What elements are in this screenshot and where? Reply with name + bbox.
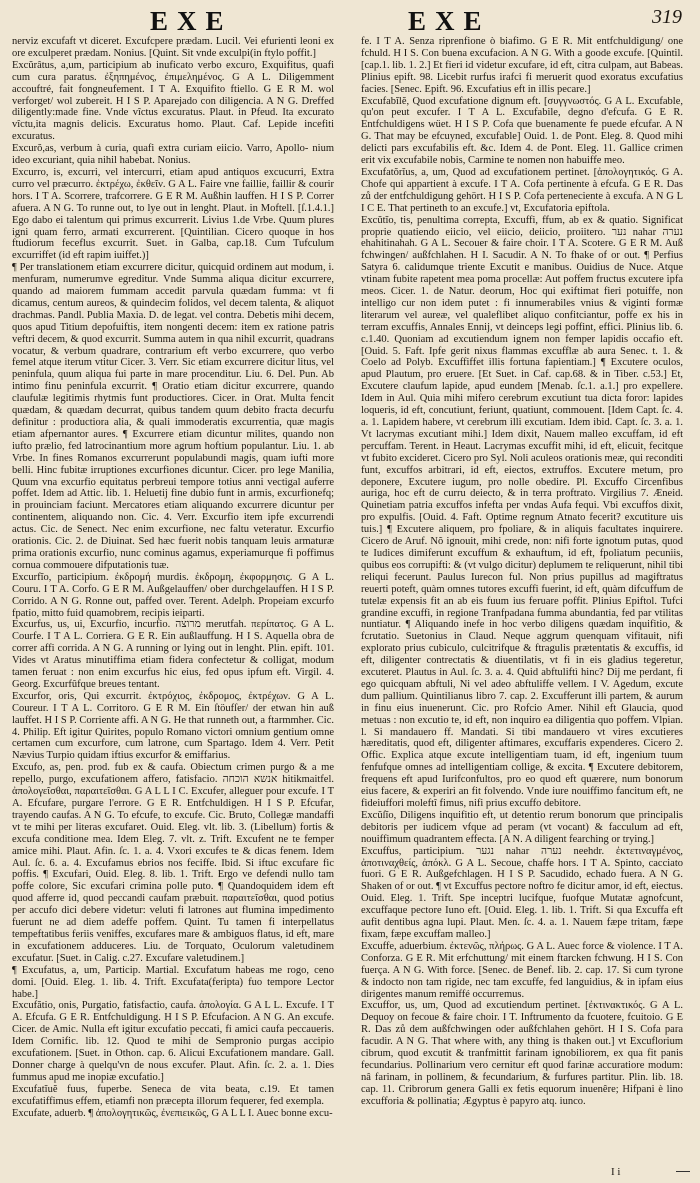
- right-column-entry: Excufatŏrĭus, a, um, Quod ad excufationem pertinet. [ἀπολογητικός. G A. Chofe qui appartient à excufe. I T A. Cofa pertinente à efcufa. G E R. Das zů der entfchuldigung gehört. H I S P. Cofa perteneciente à excufa. A N G L I C E. That pertineth to an excufe.] vt, Excufatoria epiftola.: [361, 166, 683, 214]
- left-column-entry: Excufatĭuĕ fuus, fuperbe. Seneca de vita beata, c.19. Et tamen excufatiffimus effem, etiamfi non præcepta illorum fequerer, fed exempla.: [12, 1083, 334, 1107]
- catchword-rule: [676, 1171, 690, 1172]
- running-head-right: EXE: [408, 6, 491, 36]
- left-column: [12, 36, 334, 1176]
- left-column-entry: Excufate, aduerb. ¶ ἀπολογητικῶς, ἐνεπιεικῶς, G A L L I. Auec bonne excu-: [12, 1107, 333, 1119]
- left-column-entry: Excurfĭo, participium. ἐκδρομή murdis. ἐκδρομη, ἐκφορμησις. G A L. Couru. I T A. Corfo. G E R M. Außgelauffen/ ober durchgelauffen. H I S P. Corrido. A N G. Ronne out, paffed over. Terent. Adelph. Propeiam excurfo fpatio, mitto fuid quamobrem, recipis ieiparti.: [12, 571, 334, 619]
- right-column-entry: Excufabĭlĕ, Quod excufatione dignum eft. [συγγνωστός. G A L. Excufable, qu'on peut excufer. I T A L. Excufabile, degno d'efcufa. G E R. Entfchuldigens wüet. H I S P. Cofa que buenamente fe puede efcufar. A N G. That may be efcuyned, excufable] Ouid. 1. de Pont. Eleg. 8. Quod mihi delicti pars excufabilis eft. &c. Idem 4. de Pont. Eleg. 11. Gallice crimen erit vix excufabile nobis, Carmine te nomen non habuiffe meo.: [361, 95, 683, 167]
- page-number: 319: [652, 6, 682, 28]
- right-column-entry: Excŭſĭo, Diligens inquifitio eft, ut detentio rerum bonorum que principalis debitoris per iudicem vfque ad peram (vt vocant) & facculum ad eft, nouiffimum quadrantem effecta. [A N. A diligent fearching or trying.]: [361, 809, 683, 845]
- right-column-entry: Excuffor, us, um, Quod ad excutiendum pertinet. [ἐκτινακτικός. G A L. Dequoy on fecoue & faire choir. I T. Inftrumento da fcuotere, fcuitoio. G E R. Das zů dem außfchwingen oder außfchlahen gehört. H I S. Cofa para facudir. A N G. That where with, any thing is thaken out.] vt Excuflorium cibrum, quod excutit & tranfmittit farinam ignobiliorem, ex qua fit panis fecundarius. Pollinarium vero cernitur eft quod farinæ accuratiore modum: nâ farinam, in pollinem, & fecundarium, & furfures partitur. Plin. lib. 18. cap. 11. Cribrorum genera Galli ex fetis equorum inuenêre; Hifpani è lino excufforia & pollinatia; Ægyptus è papyro atq. iunco.: [361, 1000, 683, 1107]
- left-column-entry: Excurfor, oris, Qui excurrit. ἐκτρόχιος, ἐκδρομος, ἐκτρέχων. G A L. Coureur. I T A L. Corritoro. G E R M. Ein ſtöufſer/ der etwan hin auß lauffet. H I S P. Corriente affi. A N G. He that runneth out, a ftarmmher. Cic. 4. Philip. Eft igitur Quirites, populo Romano victori omnium gentium omne certamen cum excurfore, cum latrone, cum Spartago. Idem 4. Verr. Petit Nævius Turpio quidam iftius excurfor & emiffarius.: [12, 690, 334, 762]
- left-column-entry: ¶ Per translationem etiam excurrere dicitur, quicquid ordinem aut modum, i. menfuram, numerumve egreditur. Vnde Summa aliqua dicitur excurrere, quando ad maiorem fummam accedit parvula quædam fumma: vt fi dicamus, centum aureos, & quindecim folidos, vel decem talenta, & aliquot drachmas. Pandl. Publia Maxia. D. de legat. vel contra. Debetis mihi decem, quos apud Titium depofuiftis, item nongenti decem: item ex ratione patris veftri decem, & quod excurrit. Summa autem in qua nihil excurrit, quadrans vocatur, & verbum quadrare, contrarium eft verbo excurrere, quo verbo femel atque iterum vtitur Cicer. 3. Verr. Sic etiam excurrere dicitur litus, vel peninfula, quum aliqua fui parte in mare procenditur. Liu. 6. Del. Pun. Ab intimo finu peninfula excurrit. ¶ Oratio etiam dicitur excurrere, quando claufulæ legitimis rhytmis funt productiores. Cicer. in Orat. Multa fencit quædam, & quædam decurrat, quibus tandem quum debito fracta decurfu definitur : productiora alia, & quali immoderatis excurrentia, quæ magis etiam afpernantor aures. ¶ Excurrere etiam dicuntur milites, quando non iufto prælio, fed latrocinantium more agrum hoftium populantur. Liu. 1. ab Vrbe. In fines Romanos excurrerunt populabundi magis, quam iufti more belli. Hinc fubitæ irruptiones excurfiones dicuntur. Cicer. pro lege Manilia, Quum vna excurfio equitatus perbreui tempore totius anni vectigal auferre poffet. Idem ad Attic. lib. 1. Heluetij fine dubio funt in armis, excurfionefq; in prouinciam faciunt. Mercatores etiam aliquando excurrere dicuntur per continentem, aliquando non. Cic. 4. Verr. Excurfio item ipfe excurrendi actus. Cic. de Senect. Nec enim excurfione, nec faltu veteratur. Excurfio orationis. Cic. 2. de Diuinat. Sed hæc fuerit nobis tanquam leuis armaturæ prima orationis excurfio, nunc cominus agamus, experiamurque fi poffimus cornua commouere difputationis tuæ.: [12, 262, 334, 571]
- right-column: [361, 36, 683, 1176]
- right-column-entry: fe. I T A. Senza riprenfione ò biafimo. G E R. Mit entfchuldigung/ one fchuld. H I S. Con buena excufacion. A N G. With a goode excufe. [Quintil. [cap.1. lib. 1. 2.] Et fieri id videtur excufare, id eft, citra culpam, aut Babeas. Plinius epift. 98. Licebit rurfus irafci fi meruerit quod exoratus excufatius facies. [Senec. Epift. 96. Excufatius eft in illis pecare.]: [361, 36, 683, 95]
- right-column-entry: Excuffus, participium. נגער nahar נערה neehdr. ἐκτετιναγμένος, ἀποτιναχθείς, ἀπόκλ. G A L. Secoue, chaffe hors. I T A. Spinto, cacciato fuori. G E R. Außgefchlagen. H I S P. Sacudido, echado fuera. A N G. Shaken of or out. ¶ vt Excuffus pectore noftro fe dicitur amor, id eft, eiectus. Ouid. Eleg. 1. Trift. Spe inceptri lucifque, fuofque Mutatæ agnofcunt, excuffaque pectore Iuno eft. [Ouid. Eleg. 1. lib. 1. Trift. Si qua Excuffa eft aufit dentibus agna lupi. Plaut. Men. ſc. 4. a. 1. Nauem fæpe tritam, fæpe fixam, fæpe excuffam malleo.]: [361, 845, 683, 940]
- left-column-entry: nerviz excufaft vt diceret. Excufcpere prædam. Lucil. Vei efurienti leoni ex ore exculperet prædam. Nonius. [Quint. Sit vnde exculpi(in ftylo poffit.]: [12, 36, 334, 59]
- running-head-left: EXE: [150, 6, 233, 36]
- left-column-entry: ¶ Excufatus, a, um, Particip. Martial. Excufatum habeas me rogo, ceno domi. [Ouid. Eleg. 1. lib. 4. Trift. Excufata(feripta) fuo tempore Lector habe.]: [12, 964, 334, 1000]
- right-column-entry: Excŭtĭo, tis, penultima correpta, Excuffi, ffum, ab ex & quatio. Significat proprie quatiendo eiicio, vel eiicio, deiicio, proiitero. נער nahar נערה ehahitinahah. G A L. Secouer & faire choir. I T A. Scotere. G E R M. Auß fchwingen/ außfchlahen. H I. Sacudir. A N. To fhake of or out. ¶ Perfius Satyra 6. calidumque triente Excutit e manibus. Ouidius de Nuce. Atque vtinam fubite rapetent mea poma procellæ: Aut poffem fructus excutere ipfa meos. Cicer. 1. de Natur. deorum, Hoc qui exiftimat fieri potuiffe, non intelligo cur non idem putet : fi innumerabiles vnius & viginti formæ literarum vel aureæ, vel qualeflibet aliquo confitciantur, poffe ex his in terram excuffis, Annales Ennij, vt deinceps legi poffint, effici. Plinius lib. 6. c.1.40. Quoniam ad excutiendum ignem non femper lapidis occafio eft. [Ouid. 5. Faft. Ipfe gerit nixus flammas excufflæ ab aura Senec. t. 1. & Coelo ad Polyb. Excuffiffet illis fortuna fapientiam.] ¶ Excutere oculos, apud Plautum, pro eruere. [Et Suet. in Caf. cap.68. & in Tiber. c.53.] Et, Excutere claufum lapide, apud eundem [Menab. ſc.1. a.1.] pro expellere. Idem in Aul. Quia mihi mifero cerebrum excutiunt tua dicta foror: lapides loqueris, id eft, concutiunt, feriunt, quatiunt, commouent. [Idem Capt. ſc. 4. a. 1. Lapidem habere, vt cerebrum illi excutiam. Idem ibid. Capt. ſc. 3. a. 1. Vt lacrymas excutiant mihi.] Idem dixit, Nauem malleo excuffam, id eft percuffam. Terent. in Heaut. Lacrymas excuffit mihi, id eft, elicuit, fecitque vt fubito excideret. Cicero pro Syl. Noli aculeos orationis meæ, qui reconditi funt, excuffos arbitrari, id eft, eiectos, extruffos. Excutere metum, pro deponere, Excutere iugum, pro nolle obedire. Pl. Excuffo Circenfibus auriga, hoc eft de curru deiecto, & in terra proftrato. Virgilius 7. Æneid. Quinetiam patria excuffos infefta per vndas Aufa fequi. Vbi excuffos dixit, pro expulfis. [Ouid. 4. Faft. Optime regnum Atnato fecerit? excutiture uis tuis.] ¶ Excutere aliquem, pro fpoliare, & in aliquis facultates inquirere. Cicero de Aruf. Nõ ignouit, mihi crede, non: nifi forte ignotum putas, quod te Iudices dimiferunt excuffum & exhauftum, id eft, fpoliatum pecuniis, quibus eos corrupifti: & (vt vulgo dicitur) deplumem te reliquerunt, nihil tibi reliqui fecerunt. Paulus Iurecon ful. Non prius pupillus ad magiftratus reuerti poteft, quàm omnes tutores excuffi fuerint, id eft, quàm difcuffum de tutelæ expensis fit an ab eis fuum ius feruare poffit. Plinius Epiftol. Tufci grandine excuffi, in regione Tranfpadana fumma abundantia, fed par vtilitas nuntiatur. ¶ Aliquando inefe in hoc verbo diligens quædam inquifitio, & fcrutatio. Suetonius in Claud. Neque aggrum quenquam vifitauit, nifi explorato prius cubiculo, culcitrifque & ftragulis prætentatis & excuffis, id eft, diligenter contrectatis & diuentilatis, vt fi in eis gladius tegeretur, excuteret. Plautus in Aul. ſc. 3. a. 4. Quid abftuliftì hinc? Dij me perdant, fi ego quicquam abftuli, Ni vel adeo abftuliffe vellem. I V. Agedum, excute dum pallium. Quintilianus libro 7. cap. 2. Excufferunt illi partem, & aurum in finu eius inuenerunt. Cic. pro Rofcio Amer. Nihil eft Glaucia, quod metuas : non excutio te, id eft, non inquiro ea diligentia quo poffem. Vlpian. l. Si mandauero ff. Mandati. Si tibi mandauero vt vires excutieres hæreditatis, quod eft, diligenter aftimares, excuffaris expenderes. Cicero 2. Offic. Explica atque excute intelligentiam tuam, id eft, ingenium tuum fenfufque omnes ad intelligentiam collige, & excita. ¶ Excutere debitorem, frequens eft apud Iurifconfultos, pro eo quod eft quærere, num bonorum eius facere, & experiri an fit folvendo. Vnde iure nouiffimo fancitum eft, ne fideiuffori moleftî fimus, nifi prius excuffo debitore.: [361, 214, 683, 809]
- left-column-entry: Excufo, as, pen. prod. fub ex & caufa. Obiectum crimen purgo & a me repello, purgo, excufationem affero, fatisfacio. אנשא הוכחה hitikmaitfel. ἀπολογεῖσθαι, παραιτεῖσθαι. G A L L I C. Excufer, alleguer pour excufe. I T A. Efcufare, purgare l'errore. G E R. Entfchuldigen. H I S P. Efcufar, trayendo caufas. A N G. To efcufe, to excufe. Cic. Bruto, Collegæ mandaffi vt te mihi per literas excufaret. Ouid. Eleg. vlt. lib. 3. (Libellum) fortis & excufa conditione mea. Idem Eleg. 7. vlt. z. Trift. Excufent ne te femper amice mihi. Plaut. Afin. ſc. 1. a. 4. Vxori excufes te & dicas fenem. Idem Aul. ſc. 6. a. 4. Excufamus ebrios nos feciffe. Ibid. Si iftuc excufare fic poffis. ¶ Excufari, Ouid. Eleg. 8. lib. 1. Trift. Ergo ve defendi nullo tam poffe colore, Sic excufari crimina polle puto. ¶ Quandoquidem idem eft quod afferre id, quod peccandi caufam præbuit. παραιτεῖσθαι, quod potius per accufo dici debere videtur: veluti fi latrones aut flumina impedimento fuerunt ne ad diem adeffe poffem. Quint. Tu tamen fi interpellatus tempeftatibus feriis veniffes, excufares mare & ambiguos flatus, id eft, mare in excufationem adduceres. Liu. de Torquato, Oculorum valetudinem excufatur. [Suet. in Calig. c.27. Excufare valetudinem.]: [12, 762, 334, 964]
- left-column-entry: Excurŏ,as, verbum à curia, quafi extra curiam eiicio. Varro, Apollo- nium ideo excuriant, quia nihil habebat. Nonius.: [12, 143, 334, 167]
- left-column-entry: Excurro, is, excurri, vel intercurri, etiam apud antiquos excucurri, Extra curro vel præcurro. ἐκτρέχω, ἐκθεῖν. G A L. Faire vne faillie, faillir & courir hors. I T A. Scorrere, trafcorrere. G E R M. Außhin lauffen. H I S P. Correr afuera. A N G. To runne out, to lye out in lenght. Plaut. in Moftell. [ſ.1.4.1.] Ego dabo ei talentum qui primus excurrerit. Livius 1.de Vrbe. Quum plures igni quam ferro, armati excurrerent. [Quintilian. Cicero quoque in hos ftudiorum feceflus excurrit. Suet. in Galba, cap.18. Cum Tufculum excurriffet (id eft rapim iuiffet.)]: [12, 166, 334, 262]
- right-column-entry: Excuffe, aduerbium. ἐκτενῶς, πλήρως. G A L. Auec force & violence. I T A. Conforza. G E R. Mit erfchuttung/ mit einem ftarcken fchwung. H I S. Con fuerça. A N G. With force. [Senec. de Benef. lib. 2. cap. 17. Si cum tyrone & indocto non tam rigide, nec tam excuffe, fed languidius, & in ipfam eius dirigentes manum remiffé occurremus.: [361, 940, 683, 1000]
- left-column-entry: Excufătio, onis, Purgatio, fatisfactio, caufa. ἀπολογία. G A L L. Excufe. I T A. Efcufa. G E R. Entfchuldigung. H I S P. Efcufacion. A N G. An excufe. Cicer. de Amic. Nulla eft igitur excufatio peccati, fi amici caufa peccaueris. Idem Cornific. lib. 12. Quod te mihi de Sempronio purgas accipio excufationem. [Suet. in Othon. cap. 6. Alicui Excufationem mandare. Gall. Donner charge à quelqu'vn de nous excufer. Plaut. Afin. ſc. 2. a. 1. Dies fummus apud me inopiæ excufatio.]: [12, 1000, 334, 1083]
- left-column-entry: Excŭrâtus, a,um, participium ab inuficato verbo excuro, Exquifitus, quafi cum cura paratus. ἐξηπημένος, ἐπιμελημένος. G A L. Diligemment accouftré, fait fongneufement. I T A. Exquifito ftiello. G E R M. wol verforget/ wol zubereit. H I S P. Aparejado con diligencia. A N G. Dreffed diligently:made fine. Vnde vîctus excuratus. Plaut. in Pfeud. Ita excurato vîctu,ita magnis delicis. Excuratus homo. Plaut. Caf. Lepide incefiti excuratus.: [12, 59, 334, 143]
- signature-mark: I i: [611, 1166, 621, 1178]
- page-header: [0, 0, 700, 40]
- left-column-entry: Excurfus, us, ui, Excurfio, incurfio. מרוצה merutfah. περίπατος. G A L. Courfe. I T A L. Corriera. G E R. Ein außlauffung. H I S. Aquella obra de correr affi corrida. A N G. A running or lying out in lenght. Plin. epift. 101. Vides vt Aratus minutiffima etiam fidera confectetur & colligat, modum tamen feruat : non enim excurfus hic eius, fed opus ipfum eft. Virgil. 4. Georg. Excurfûfque breues tentant.: [12, 619, 334, 690]
